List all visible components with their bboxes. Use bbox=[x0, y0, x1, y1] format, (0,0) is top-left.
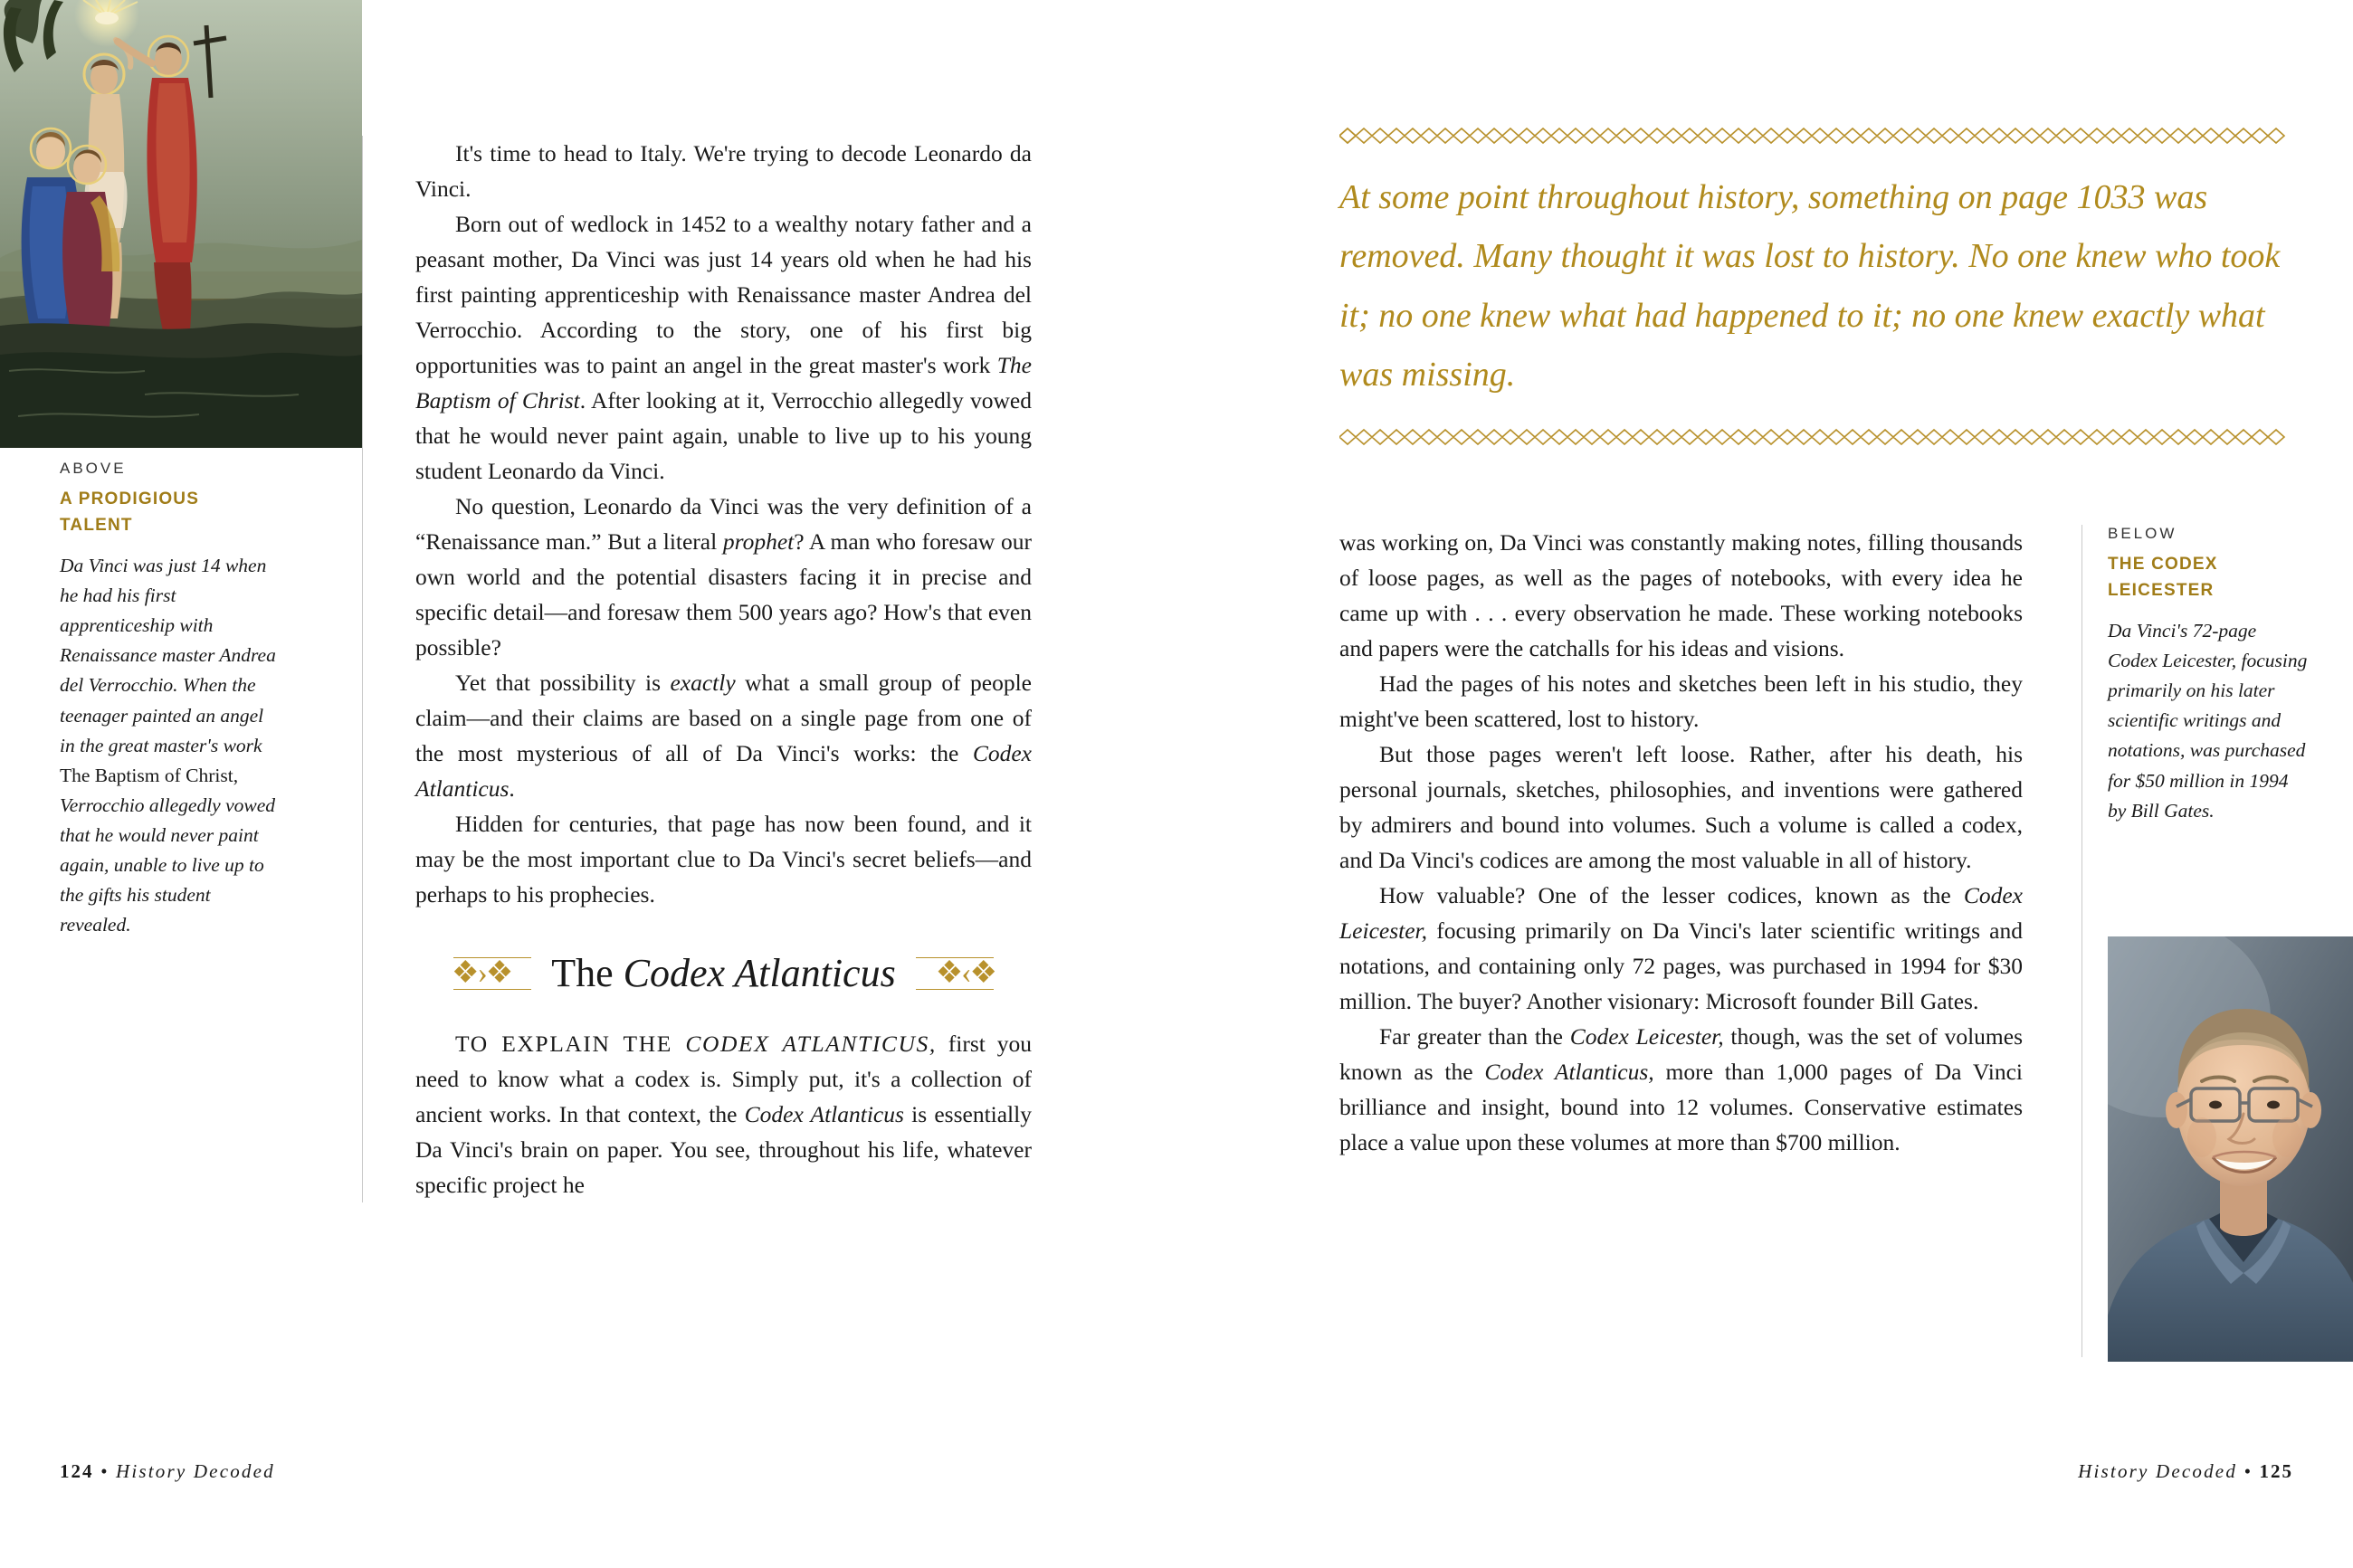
caption-body: Da Vinci's 72-page Codex Leicester, focusing primarily on his later scientific writings and notations, was purchased for $50 million in 1994 by Bill Gates. bbox=[2108, 620, 2308, 822]
folio-left bbox=[60, 1460, 275, 1483]
caption-body: Da Vinci was just 14 when he had his first apprenticeship with Renaissance master Andrea del Verrocchio. When the teenager painted an angel in the great master's work The Baptism of Christ, Verrocchio allegedly vowed that he would never paint again, unable to live up to the gifts his student revealed. bbox=[60, 555, 276, 936]
folio-right bbox=[2078, 1460, 2293, 1483]
pullquote-block bbox=[1339, 127, 2294, 446]
paragraph: Yet that possibility is exactly what a small group of people claim—and their claims are based on a single page from one of the most mysterious of all of Da Vinci's works: the Codex Atlanticus. bbox=[415, 670, 1032, 802]
ornament-flourish-left-icon: ❖›❖ bbox=[448, 958, 515, 989]
caption-kicker: ABOVE bbox=[60, 460, 127, 477]
book-title: History Decoded bbox=[115, 1460, 275, 1482]
section-opening-paragraph: TO EXPLAIN THE CODEX ATLANTICUS, first you need to know what a codex is. Simply put, it's a collection of ancient works. In that context, the Codex Atlanticus is essentially Da Vinci's brain on paper. You see, throughout his life, whatever specific project he bbox=[415, 1031, 1032, 1199]
left-text-column bbox=[362, 136, 1032, 1202]
section-heading-text: The Codex Atlanticus bbox=[531, 952, 915, 995]
right-text-column bbox=[1339, 525, 2023, 1160]
caption-title: THE CODEX LEICESTER bbox=[2108, 555, 2218, 600]
paragraph: How valuable? One of the lesser codices, known as the Codex Leicester, focusing primarily on Da Vinci's later scientific writings and notations, and containing only 72 pages, was purchased in 1994 for $30 million. The buyer? Another visionary: Microsoft founder Bill Gates. bbox=[1339, 882, 2023, 1014]
paragraph: No question, Leonardo da Vinci was the very definition of a “Renaissance man.” But a literal prophet? A man who foresaw our own world and the potential disasters facing it in precise and specific detail—and foresaw them 500 years ago? How's that even possible? bbox=[415, 493, 1032, 660]
paragraph: Had the pages of his notes and sketches been left in his studio, they might've been scattered, lost to history. bbox=[1339, 670, 2023, 732]
diamond-rule-bottom-icon bbox=[1339, 428, 2294, 446]
paragraph: Born out of wedlock in 1452 to a wealthy notary father and a peasant mother, Da Vinci was just 14 years old when he had his first painting apprenticeship with Renaissance master Andrea del Verrocchio. According to the story, one of his first big opportunities was to paint an angel in the great master's work The Baptism of Christ. After looking at it, Verrocchio allegedly vowed that he would never paint again, unable to live up to his young student Leonardo da Vinci. bbox=[415, 211, 1032, 484]
diamond-rule-top-icon bbox=[1339, 127, 2294, 145]
folio-bullet: • bbox=[2243, 1460, 2253, 1482]
section-heading bbox=[415, 952, 1032, 995]
page-number: 124 bbox=[60, 1460, 94, 1482]
right-page bbox=[1176, 0, 2353, 1568]
pullquote-text: At some point throughout history, something on page 1033 was removed. Many thought it was lost to history. No one knew who took it; no one knew what had happened to it; no one knew exactly what was missing. bbox=[1339, 178, 2281, 394]
left-page bbox=[0, 0, 1176, 1568]
page-number: 125 bbox=[2259, 1460, 2293, 1482]
paragraph: But those pages weren't left loose. Rather, after his death, his personal journals, sketches, philosophies, and inventions were gathered by admirers and bound into volumes. Such a volume is called a codex, and Da Vinci's codices are among the most valuable in all of history. bbox=[1339, 741, 2023, 873]
paragraph: was working on, Da Vinci was constantly making notes, filling thousands of loose pages, as well as the pages of notebooks, with every idea he came up with . . . every observation he made. These working notebooks and papers were the catchalls for his ideas and visions. bbox=[1339, 529, 2023, 661]
caption-title: A PRODIGIOUS TALENT bbox=[60, 489, 200, 535]
painting-baptism-of-christ bbox=[0, 0, 362, 448]
folio-bullet: • bbox=[100, 1460, 110, 1482]
book-title: History Decoded bbox=[2078, 1460, 2238, 1482]
portrait-photo-bill-gates bbox=[2108, 936, 2353, 1362]
paragraph: Hidden for centuries, that page has now been found, and it may be the most important clue to Da Vinci's secret beliefs—and perhaps to his prophecies. bbox=[415, 811, 1032, 908]
ornament-flourish-right-icon: ❖‹❖ bbox=[932, 958, 999, 989]
paragraph: Far greater than the Codex Leicester, though, was the set of volumes known as the Codex Atlanticus, more than 1,000 pages of Da Vinci brilliance and insight, bound into 12 volumes. Conservative estimates place a value upon these volumes at more than $700 million. bbox=[1339, 1023, 2024, 1155]
figure-caption-above bbox=[60, 460, 277, 940]
paragraph: It's time to head to Italy. We're trying to decode Leonardo da Vinci. bbox=[415, 140, 1032, 202]
caption-kicker: BELOW bbox=[2108, 525, 2177, 542]
